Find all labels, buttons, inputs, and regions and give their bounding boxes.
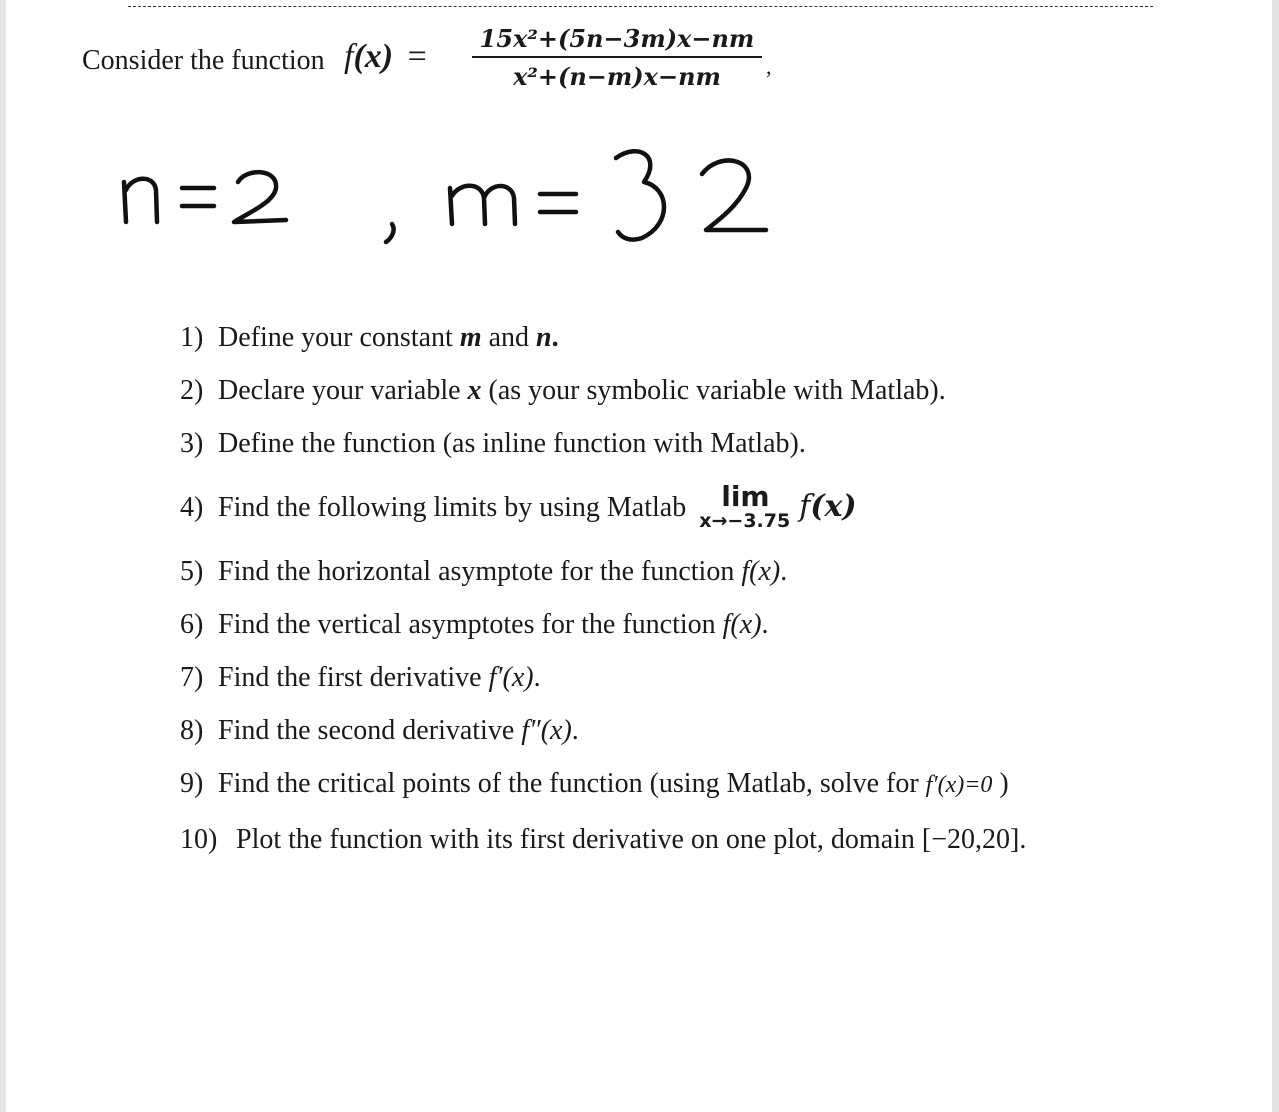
trailing-comma: ,: [766, 54, 772, 79]
equals-sign: =: [407, 38, 427, 75]
task-7: 7) Find the first derivative f′(x).: [180, 662, 541, 693]
limit-subscript: x→−3.75: [699, 510, 791, 532]
fraction-denominator: x²+(n−m)x−nm: [513, 62, 721, 91]
function-label: f: [344, 38, 354, 75]
task-9: 9) Find the critical points of the function (using Matlab, solve for f′(x)=0 ): [180, 768, 1009, 799]
task-2: 2) Declare your variable x (as your symbolic variable with Matlab).: [180, 375, 946, 406]
task-4: 4) Find the following limits by using Matlab lim x→−3.75 f(x): [180, 480, 857, 532]
function-arg: (x): [353, 38, 394, 75]
limit-word: lim: [721, 480, 770, 513]
task-3: 3) Define the function (as inline function with Matlab).: [180, 428, 806, 459]
task-5: 5) Find the horizontal asymptote for the function f(x).: [180, 556, 788, 587]
handwritten-constants: [110, 138, 790, 248]
limit-function: f(x): [799, 489, 857, 524]
intro-text: Consider the function: [82, 45, 325, 76]
right-edge-bar: [1272, 0, 1279, 1112]
limit-expression: [699, 480, 799, 532]
fraction-numerator: 15x²+(5n−3m)x−nm: [472, 24, 762, 58]
task-1: 1) Define your constant m and n.: [180, 322, 559, 353]
handwritten-m-equals-32: [450, 151, 766, 239]
function-name: [344, 38, 427, 76]
handwritten-n-equals-2: [124, 172, 286, 222]
task-10: 10) Plot the function with its first derivative on one plot, domain [−20,20].: [180, 824, 1027, 855]
task-8: 8) Find the second derivative f″(x).: [180, 715, 579, 746]
left-edge-bar: [0, 0, 6, 1112]
task-6: 6) Find the vertical asymptotes for the function f(x).: [180, 609, 769, 640]
top-dashed-divider: [128, 6, 1153, 7]
handwritten-comma: [386, 224, 394, 242]
function-definition: [82, 24, 802, 100]
function-fraction: [472, 24, 762, 91]
